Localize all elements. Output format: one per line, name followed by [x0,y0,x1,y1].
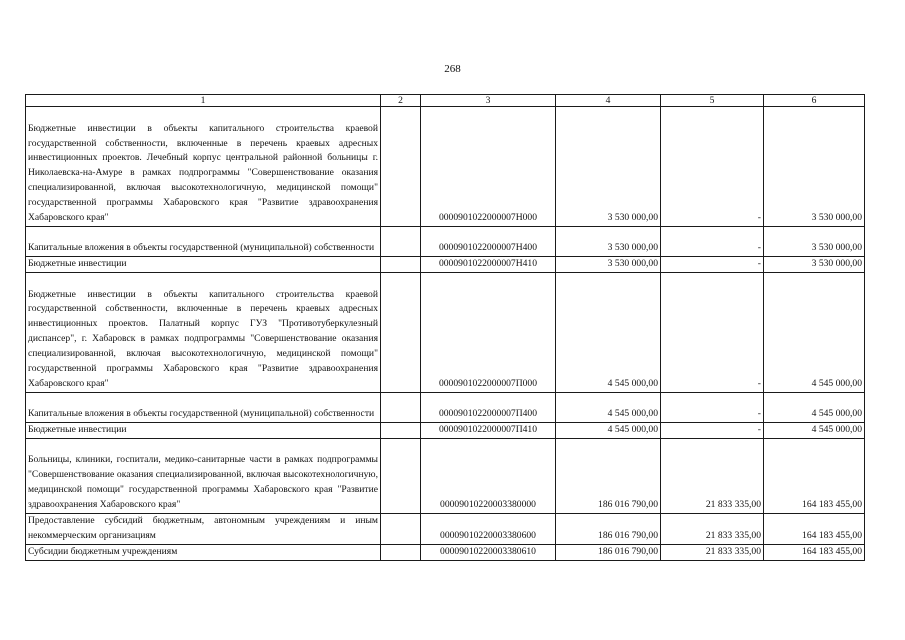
row-code: 00009010220003380600 [421,513,556,544]
row-col2 [381,227,421,257]
row-description: Капитальные вложения в объекты государственной (муниципальной) собственности [26,227,381,257]
row-description: Капитальные вложения в объекты государственной (муниципальной) собственности [26,392,381,422]
row-total: 4 545 000,00 [764,272,865,392]
row-change: - [661,422,764,438]
row-change: - [661,392,764,422]
row-plan: 186 016 790,00 [556,513,661,544]
table-row [26,544,865,560]
row-total: 3 530 000,00 [764,107,865,227]
table-row [26,392,865,422]
row-description: Бюджетные инвестиции в объекты капитального строительства краевой государственной собственности, включенные в перечень краевых адресных инвестиционных проектов. Палатный корпус ГУЗ "Противотуберкулезный диспансер", г. Хабаровск в рамках подпрограммы "Совершенствование оказания специализированной, включая высокотехнологичную, медицинской помощи" государственной программы Хабаровского края "Развитие здравоохранения Хабаровского края" [26,272,381,392]
table-row [26,257,865,273]
row-col2 [381,257,421,273]
table-row [26,438,865,513]
row-col2 [381,513,421,544]
table-row [26,272,865,392]
row-change: 21 833 335,00 [661,513,764,544]
table-row [26,227,865,257]
page-number: 268 [444,63,461,75]
table-row [26,513,865,544]
row-description: Субсидии бюджетным учреждениям [26,544,381,560]
row-total: 164 183 455,00 [764,438,865,513]
row-plan: 4 545 000,00 [556,392,661,422]
table-row [26,107,865,227]
row-plan: 4 545 000,00 [556,272,661,392]
row-code: 00009010220003380610 [421,544,556,560]
row-code: 0000901022000007П400 [421,392,556,422]
row-code: 00009010220003380000 [421,438,556,513]
row-total: 3 530 000,00 [764,227,865,257]
row-description: Предоставление субсидий бюджетным, автономным учреждениям и иным некоммерческим организациям [26,513,381,544]
row-code: 0000901022000007Н400 [421,227,556,257]
column-header: 1 [26,95,381,107]
column-header: 5 [661,95,764,107]
row-col2 [381,438,421,513]
row-code: 0000901022000007Н410 [421,257,556,273]
column-header: 3 [421,95,556,107]
row-total: 164 183 455,00 [764,513,865,544]
row-plan: 186 016 790,00 [556,438,661,513]
row-change: - [661,107,764,227]
column-header: 6 [764,95,865,107]
row-code: 0000901022000007П000 [421,272,556,392]
row-code: 0000901022000007Н000 [421,107,556,227]
row-plan: 3 530 000,00 [556,107,661,227]
row-col2 [381,544,421,560]
row-change: 21 833 335,00 [661,438,764,513]
table-row [26,422,865,438]
row-col2 [381,107,421,227]
row-total: 164 183 455,00 [764,544,865,560]
row-total: 3 530 000,00 [764,257,865,273]
row-plan: 4 545 000,00 [556,422,661,438]
column-header: 4 [556,95,661,107]
row-col2 [381,272,421,392]
row-description: Больницы, клиники, госпитали, медико-санитарные части в рамках подпрограммы "Совершенствование оказания специализированной, включая высокотехнологичную, медицинской помощи" государственной программы Хабаровского края "Развитие здравоохранения Хабаровского края" [26,438,381,513]
row-plan: 3 530 000,00 [556,227,661,257]
row-total: 4 545 000,00 [764,392,865,422]
row-description: Бюджетные инвестиции [26,422,381,438]
column-header: 2 [381,95,421,107]
row-plan: 3 530 000,00 [556,257,661,273]
row-col2 [381,422,421,438]
row-change: - [661,227,764,257]
row-code: 0000901022000007П410 [421,422,556,438]
row-description: Бюджетные инвестиции [26,257,381,273]
table-header-row [26,95,865,107]
row-total: 4 545 000,00 [764,422,865,438]
budget-table [25,94,865,561]
row-plan: 186 016 790,00 [556,544,661,560]
row-change: - [661,257,764,273]
row-change: 21 833 335,00 [661,544,764,560]
row-col2 [381,392,421,422]
row-description: Бюджетные инвестиции в объекты капитального строительства краевой государственной собственности, включенные в перечень краевых адресных инвестиционных проектов. Лечебный корпус центральной районной больницы г. Николаевска-на-Амуре в рамках подпрограммы "Совершенствование оказания специализированной, включая высокотехнологичную, медицинской помощи" государственной программы Хабаровского края "Развитие здравоохранения Хабаровского края" [26,107,381,227]
row-change: - [661,272,764,392]
